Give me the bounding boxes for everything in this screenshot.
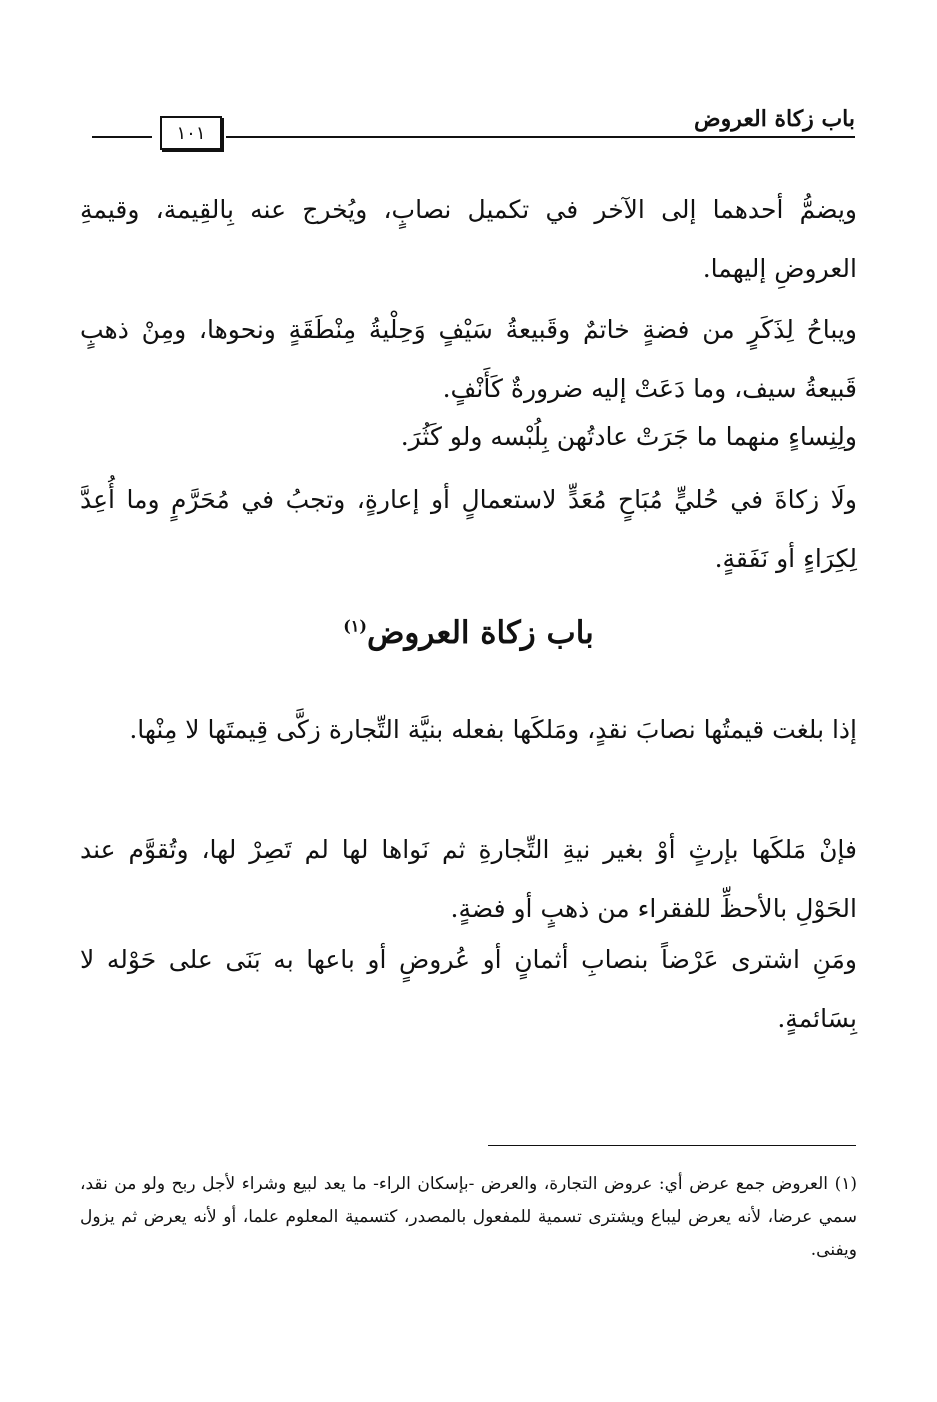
paragraph: ولَا زكاةَ في حُليٍّ مُبَاحٍ مُعَدٍّ لاستعمالٍ أو إعارةٍ، وتجبُ في مُحَرَّمٍ وما أُعِدَّ لِكِرَاءٍ أو نَفَقةٍ. (80, 485, 857, 573)
paragraph: فإنْ مَلكَها بإرثٍ أوْ بغير نيةِ التِّجارةِ ثم نَواها لها لم تَصِرْ لها، وتُقوَّم عند الحَوْلِ بالأحظِّ للفقراء من ذهبٍ أو فضةٍ. (80, 835, 857, 923)
footnote-reference[interactable]: (١) (343, 616, 367, 636)
footnote-marker: (١) (834, 1174, 857, 1194)
paragraph: إذا بلغت قيمتُها نصابَ نقدٍ، ومَلكَها بفعله بنيَّة التِّجارة زكَّى قِيمتَها لا مِنْها. (129, 715, 857, 744)
section-heading-text: باب زكاة العروض (366, 615, 594, 651)
footnote (80, 1168, 857, 1267)
footnote-text: العروض جمع عرض أي: عروض التجارة، والعرض -بإسكان الراء- ما يعد لبيع وشراء لأجل ربح ولو من نقد، سمي عرضا، لأنه يعرض ليباع ويشترى تسمية للمفعول بالمصدر، كتسمية المعلوم علما، أو لأنه يعرض ثم يزول ويفنى. (80, 1174, 857, 1260)
paragraph: ومَنِ اشترى عَرْضاً بنصابِ أثمانٍ أو عُروضٍ أو باعها به بَنَى على حَوْله لا بِسَائمةٍ. (80, 945, 857, 1033)
paragraph: ويباحُ لِذَكَرٍ من فضةٍ خاتمٌ وقَبيعةُ سَيْفٍ وَحِلْيةُ مِنْطَقَةٍ ونحوها، ومِنْ ذهبٍ قَبيعةُ سيف، وما دَعَتْ إليه ضرورةٌ كَأَنْفٍ. (80, 315, 857, 403)
page-number: ١٠١ (160, 116, 222, 150)
header-rule-short (92, 136, 152, 138)
paragraph: ولِنِساءٍ منهما ما جَرَتْ عادتُهن بِلُبْسه ولو كَثُرَ. (400, 422, 857, 451)
footnote-separator (488, 1145, 856, 1146)
running-header-title: باب زكاة العروض (694, 106, 855, 132)
header-rule (226, 136, 855, 138)
section-heading (0, 615, 937, 651)
paragraph: ويضمُّ أحدهما إلى الآخر في تكميل نصابٍ، ويُخرج عنه بِالقِيمة، وقيمةِ العروضِ إليهما. (80, 195, 857, 283)
